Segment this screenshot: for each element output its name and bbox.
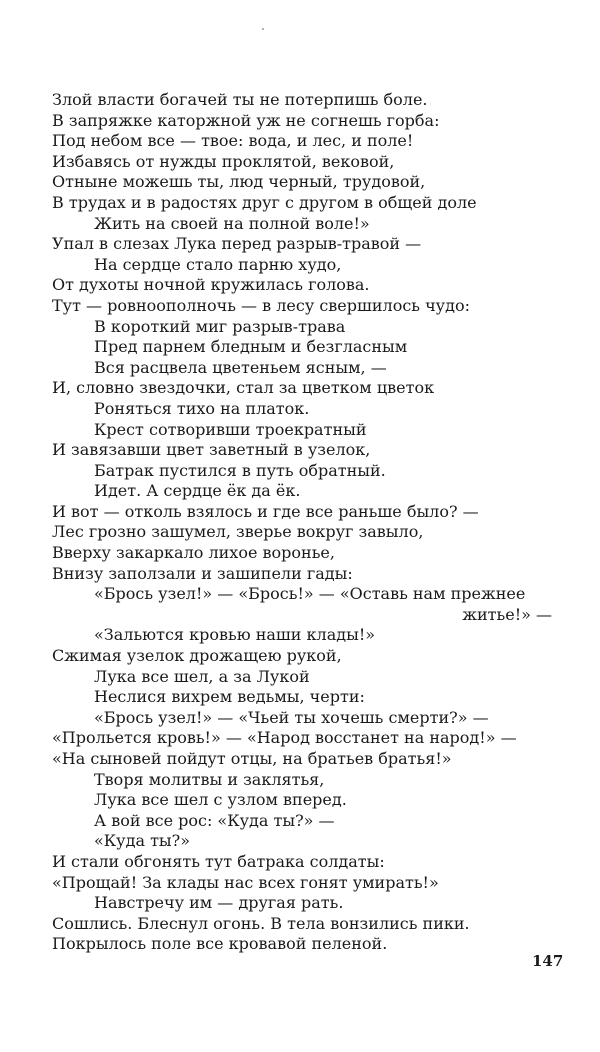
poem-line: Вся расцвела цветеньем ясным, — [94,357,387,377]
poem-line: И стали обгонять тут батрака солдаты: [52,851,385,871]
poem-line: Под небом все — твое: вода, и лес, и поле! [52,131,414,151]
poem-line: Покрылось поле все кровавой пеленой. [52,934,388,954]
poem-line: От духоты ночной кружилась голова. [52,275,370,295]
poem-line: «Брось узел!» — «Чьей ты хочешь смерти?» — [94,707,489,727]
poem-line: житье!» — [462,604,552,624]
poem-line: Лука все шел, а за Лукой [94,666,310,686]
page-number: 147 [532,952,564,970]
poem-line: «Брось узел!» — «Брось!» — «Оставь нам прежнее [94,584,526,604]
poem-line: Творя молитвы и заклятья, [94,769,325,789]
poem-line: И вот — отколь взялось и где все раньше было? — [52,501,479,521]
poem-line: Сошлись. Блеснул огонь. В тела вонзились пики. [52,913,470,933]
poem-line: Вверху закаркало лихое воронье, [52,543,335,563]
poem-line: «Куда ты?» [94,831,191,851]
poem-line: Внизу заползали и зашипели гады: [52,563,353,583]
poem-line: Лука все шел с узлом вперед. [94,790,347,810]
poem-line: В трудах и в радостях друг с другом в общей доле [52,192,477,212]
poem-line: Пред парнем бледным и безгласным [94,337,408,357]
poem-line: «Прощай! За клады нас всех гонят умирать!» [52,872,439,892]
poem-line: Избавясь от нужды проклятой, вековой, [52,151,395,171]
poem-line: Роняться тихо на платок. [94,398,310,418]
poem-line: И завязавши цвет заветный в узелок, [52,440,371,460]
poem-line: Крест сотворивши троекратный [94,419,367,439]
poem-line: Лес грозно зашумел, зверье вокруг завыло, [52,522,424,542]
poem-line: В короткий миг разрыв-трава [94,316,346,336]
poem-line: А вой все рос: «Куда ты?» — [94,810,335,830]
poem-line: Злой власти богачей ты не потерпишь боле. [52,90,428,109]
poem-line: Сжимая узелок дрожащею рукой, [52,646,342,666]
poem-line: Батрак пустился в путь обратный. [94,460,386,480]
poem-text [52,90,552,955]
print-speck [262,28,264,30]
poem-line: Тут — ровноополночь — в лесу свершилось чудо: [52,295,470,315]
poem-line: «Прольется кровь!» — «Народ восстанет на народ!» — [52,728,517,748]
poem-line: Упал в слезах Лука перед разрыв-травой — [52,234,422,254]
poem-line: В запряжке каторжной уж не согнешь горба: [52,110,440,130]
poem-line: Жить на своей на полной воле!» [94,213,370,233]
poem-line: «Зальются кровью наши клады!» [94,625,376,645]
poem-line: На сердце стало парню худо, [94,254,342,274]
poem-line: Навстречу им — другая рать. [94,893,344,913]
poem-line: «На сыновей пойдут отцы, на братьев братья!» [52,749,452,768]
poem-line: И, словно звездочки, стал за цветком цветок [52,378,435,398]
poem-line: Неслися вихрем ведьмы, черти: [94,687,365,707]
poem-line: Отныне можешь ты, люд черный, трудовой, [52,172,426,192]
poem-line: Идет. А сердце ёк да ёк. [94,481,301,501]
